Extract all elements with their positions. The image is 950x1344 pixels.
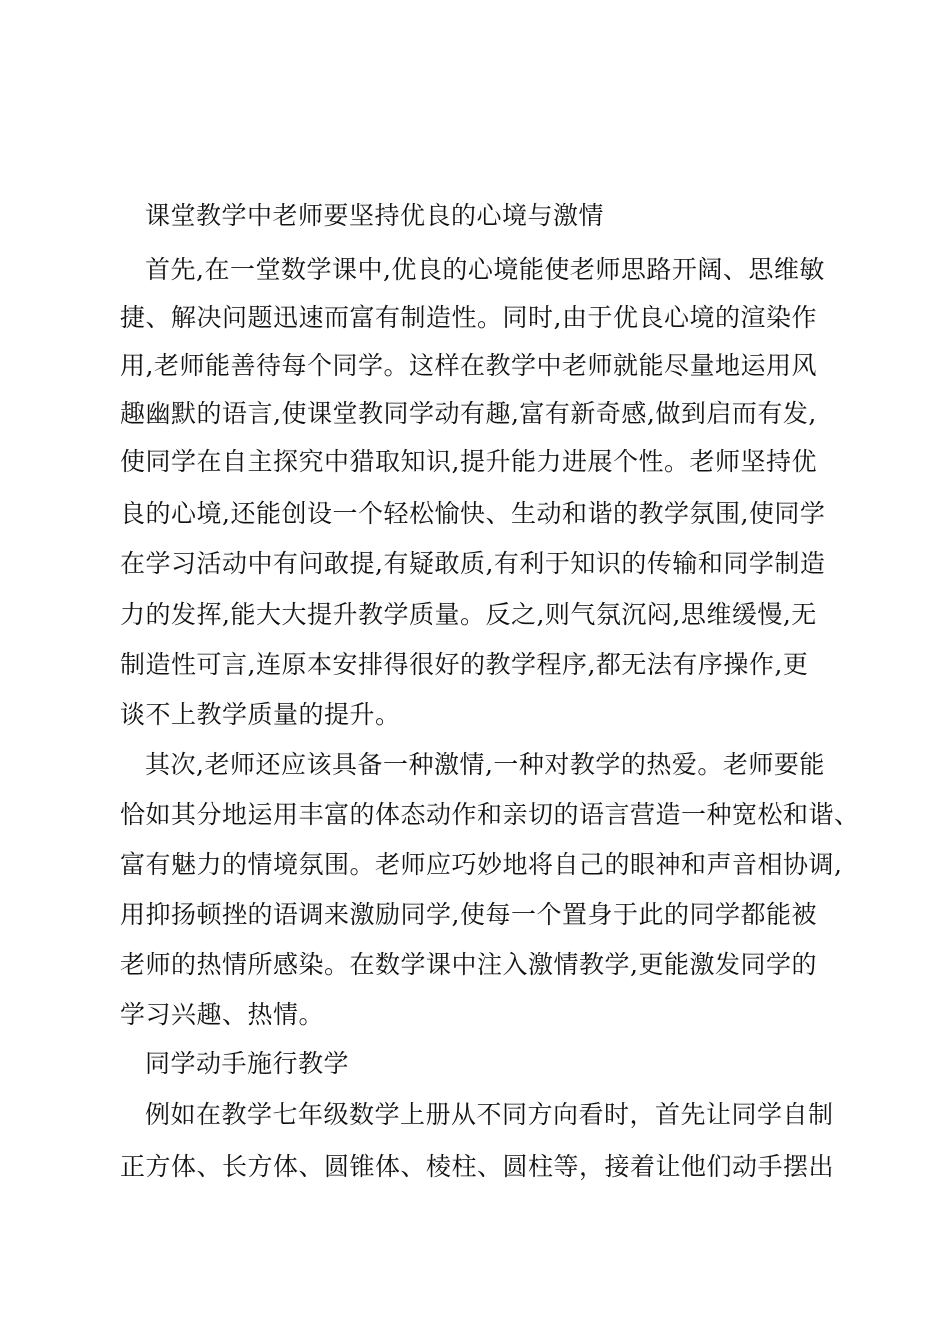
paragraph-line: 正方体、长方体、圆锥体、棱柱、圆柱等，接着让他们动手摆出 [120, 1152, 835, 1181]
paragraph-line: 例如在教学七年级数学上册从不同方向看时，首先让同学自制 [145, 1100, 834, 1129]
section-heading-hands-on-teaching: 同学动手施行教学 [145, 1049, 350, 1078]
paragraph-line: 力的发挥,能大大提升教学质量。反之,则气氛沉闷,思维缓慢,无 [120, 600, 817, 629]
paragraph-line: 用抑扬顿挫的语调来激励同学,使每一个置身于此的同学都能被 [120, 900, 817, 929]
paragraph-line: 老师的热情所感染。在数学课中注入激情教学,更能激发同学的 [120, 950, 817, 979]
paragraph-line: 用,老师能善待每个同学。这样在教学中老师就能尽量地运用风 [120, 351, 817, 380]
section-heading-mood-and-passion: 课堂教学中老师要坚持优良的心境与激情 [145, 201, 605, 230]
paragraph-line: 趣幽默的语言,使课堂教同学动有趣,富有新奇感,做到启而有发, [120, 399, 817, 428]
paragraph-line: 学习兴趣、热情。 [120, 1000, 325, 1029]
paragraph-line: 使同学在自主探究中猎取知识,提升能力进展个性。老师坚持优 [120, 447, 817, 476]
paragraph-line: 富有魅力的情境氛围。老师应巧妙地将自己的眼神和声音相协调, [120, 850, 843, 879]
paragraph-line: 制造性可言,连原本安排得很好的教学程序,都无法有序操作,更 [120, 650, 809, 679]
paragraph-line: 恰如其分地运用丰富的体态动作和亲切的语言营造一种宽松和谐、 [120, 800, 860, 829]
paragraph-line: 其次,老师还应该具备一种激情,一种对教学的热爱。老师要能 [145, 750, 825, 779]
paragraph-line: 谈不上教学质量的提升。 [120, 700, 401, 729]
paragraph-line: 首先,在一堂数学课中,优良的心境能使老师思路开阔、思维敏 [145, 255, 825, 284]
paragraph-line: 良的心境,还能创设一个轻松愉快、生动和谐的教学氛围,使同学 [120, 499, 826, 528]
paragraph-line: 捷、解决问题迅速而富有制造性。同时,由于优良心境的渲染作 [120, 303, 817, 332]
paragraph-line: 在学习活动中有问敢提,有疑敢质,有利于知识的传输和同学制造 [120, 549, 826, 578]
